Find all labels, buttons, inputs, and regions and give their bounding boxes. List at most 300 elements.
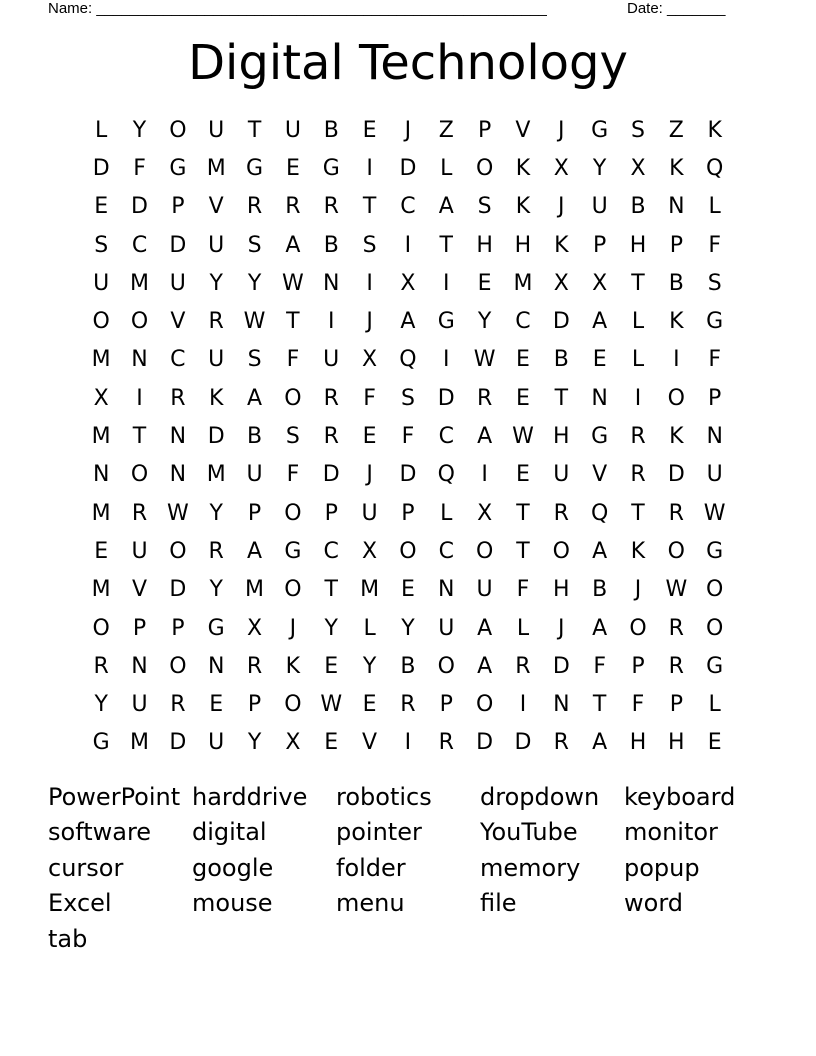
grid-letter: N xyxy=(706,424,723,450)
word-search-grid xyxy=(82,111,734,762)
grid-letter: D xyxy=(169,730,187,756)
grid-letter: D xyxy=(131,194,148,220)
grid-letter: K xyxy=(669,309,684,335)
grid-letter: H xyxy=(629,730,647,756)
grid-letter: E xyxy=(324,730,339,756)
grid-letter: U xyxy=(284,117,301,143)
grid-letter: O xyxy=(437,653,455,679)
grid-letter: N xyxy=(438,577,455,603)
grid-letter: O xyxy=(130,309,149,335)
grid-letter: X xyxy=(553,155,569,181)
grid-letter: N xyxy=(92,462,110,488)
grid-letter: K xyxy=(554,232,569,258)
grid-letter: A xyxy=(247,385,263,411)
word-list-item: monitor xyxy=(624,818,718,847)
grid-letter: C xyxy=(323,538,339,564)
grid-letter: K xyxy=(515,194,531,220)
grid-letter: Y xyxy=(247,730,262,756)
grid-letter: I xyxy=(366,270,373,296)
grid-letter: I xyxy=(519,692,527,718)
grid-letter: K xyxy=(669,155,684,181)
grid-letter: X xyxy=(285,730,301,756)
word-list-item: cursor xyxy=(48,853,124,882)
grid-letter: D xyxy=(399,155,417,181)
grid-letter: J xyxy=(558,117,565,143)
grid-letter: Z xyxy=(438,117,454,143)
grid-letter: T xyxy=(592,692,607,718)
grid-letter: R xyxy=(400,692,416,718)
grid-letter: J xyxy=(558,615,565,641)
grid-letter: U xyxy=(208,730,225,756)
grid-letter: A xyxy=(247,538,263,564)
grid-letter: Y xyxy=(247,270,262,296)
grid-letter: E xyxy=(592,347,607,373)
grid-letter: U xyxy=(553,462,570,488)
word-list-item: harddrive xyxy=(192,782,308,811)
grid-letter: R xyxy=(438,730,454,756)
grid-letter: E xyxy=(324,653,339,679)
grid-letter: N xyxy=(131,653,148,679)
grid-letter: R xyxy=(668,500,684,526)
grid-letter: Y xyxy=(94,692,108,718)
grid-letter: S xyxy=(94,232,109,258)
grid-letter: V xyxy=(362,730,378,756)
grid-letter: O xyxy=(92,615,110,641)
grid-letter: O xyxy=(399,538,417,564)
grid-letter: R xyxy=(476,385,493,411)
grid-letter: R xyxy=(170,385,186,411)
grid-letter: T xyxy=(132,424,147,450)
grid-letter: B xyxy=(400,653,416,679)
grid-letter: F xyxy=(286,347,300,373)
grid-letter: O xyxy=(706,615,724,641)
grid-letter: O xyxy=(667,385,685,411)
grid-letter: L xyxy=(440,155,453,181)
grid-letter: F xyxy=(708,232,721,258)
grid-letter: E xyxy=(516,462,530,488)
grid-letter: G xyxy=(169,155,187,181)
word-list-item: google xyxy=(192,853,274,882)
grid-letter: B xyxy=(323,232,339,258)
grid-letter: D xyxy=(552,653,570,679)
grid-letter: R xyxy=(246,653,263,679)
grid-letter: Y xyxy=(477,309,492,335)
grid-letter: P xyxy=(669,232,683,258)
grid-letter: T xyxy=(439,232,453,258)
grid-letter: B xyxy=(668,270,684,296)
grid-letter: Q xyxy=(706,155,724,181)
grid-letter: F xyxy=(593,653,606,679)
grid-letter: E xyxy=(362,424,377,450)
grid-letter: U xyxy=(476,577,493,603)
grid-letter: R xyxy=(553,730,569,756)
grid-letter: O xyxy=(475,538,494,564)
grid-letter: D xyxy=(322,462,340,488)
grid-letter: W xyxy=(665,577,688,603)
grid-letter: R xyxy=(323,424,339,450)
grid-letter: O xyxy=(475,692,494,718)
grid-letter: L xyxy=(363,615,376,641)
grid-letter: U xyxy=(131,692,148,718)
grid-letter: E xyxy=(285,155,300,181)
grid-letter: R xyxy=(170,692,186,718)
grid-letter: X xyxy=(362,347,378,373)
grid-letter: Y xyxy=(401,615,415,641)
grid-letter: O xyxy=(706,577,724,603)
grid-letter: A xyxy=(592,538,608,564)
grid-letter: P xyxy=(708,385,722,411)
grid-letter: R xyxy=(131,500,148,526)
grid-letter: T xyxy=(362,194,377,220)
grid-letter: M xyxy=(130,270,149,296)
grid-letter: V xyxy=(515,117,531,143)
word-list-item: file xyxy=(480,889,517,918)
grid-letter: G xyxy=(706,309,724,335)
grid-letter: I xyxy=(136,385,143,411)
grid-letter: O xyxy=(284,692,302,718)
grid-letter: D xyxy=(667,462,685,488)
grid-letter: S xyxy=(400,385,415,411)
grid-letter: P xyxy=(631,653,645,679)
grid-letter: T xyxy=(631,500,645,526)
grid-letter: X xyxy=(630,155,646,181)
grid-letter: R xyxy=(246,194,263,220)
grid-letter: X xyxy=(362,538,378,564)
grid-letter: P xyxy=(593,232,607,258)
grid-letter: E xyxy=(362,692,377,718)
grid-letter: C xyxy=(438,424,454,450)
word-list-item: menu xyxy=(336,889,405,918)
grid-letter: D xyxy=(207,424,225,450)
grid-letter: X xyxy=(247,615,263,641)
grid-letter: D xyxy=(476,730,494,756)
grid-letter: A xyxy=(285,232,301,258)
grid-letter: X xyxy=(592,270,608,296)
grid-letter: V xyxy=(592,462,608,488)
grid-letter: Y xyxy=(209,500,223,526)
grid-letter: M xyxy=(360,577,380,603)
grid-letter: S xyxy=(707,270,722,296)
grid-letter: S xyxy=(247,232,262,258)
grid-letter: P xyxy=(669,692,683,718)
grid-letter: E xyxy=(94,538,109,564)
grid-letter: D xyxy=(514,730,532,756)
word-list-item: tab xyxy=(48,924,88,953)
grid-letter: J xyxy=(366,462,373,488)
grid-letter: A xyxy=(592,615,608,641)
grid-letter: J xyxy=(558,194,565,220)
grid-letter: E xyxy=(516,385,530,411)
grid-letter: F xyxy=(286,462,300,488)
word-list-item: folder xyxy=(336,853,406,882)
grid-letter: O xyxy=(169,653,187,679)
grid-letter: I xyxy=(634,385,642,411)
grid-letter: A xyxy=(400,309,416,335)
grid-letter: Y xyxy=(362,653,377,679)
grid-letter: U xyxy=(361,500,378,526)
grid-letter: O xyxy=(169,538,187,564)
grid-letter: P xyxy=(171,194,185,220)
grid-letter: T xyxy=(516,538,530,564)
grid-letter: A xyxy=(477,424,493,450)
grid-letter: N xyxy=(553,692,570,718)
grid-letter: D xyxy=(399,462,417,488)
grid-letter: Q xyxy=(437,462,455,488)
grid-letter: H xyxy=(553,577,570,603)
grid-letter: R xyxy=(553,500,569,526)
grid-letter: G xyxy=(92,730,110,756)
grid-letter: A xyxy=(438,194,454,220)
grid-letter: O xyxy=(284,577,302,603)
grid-letter: I xyxy=(443,347,450,373)
grid-letter: S xyxy=(477,194,492,220)
grid-letter: C xyxy=(515,309,531,335)
grid-letter: L xyxy=(708,692,721,718)
grid-letter: U xyxy=(208,117,225,143)
grid-letter: R xyxy=(323,385,339,411)
grid-letter: G xyxy=(246,155,264,181)
grid-letter: F xyxy=(516,577,530,603)
grid-letter: O xyxy=(629,615,647,641)
grid-letter: U xyxy=(706,462,723,488)
grid-letter: T xyxy=(247,117,262,143)
grid-letter: R xyxy=(208,309,224,335)
grid-letter: F xyxy=(401,424,415,450)
grid-letter: R xyxy=(208,538,224,564)
grid-letter: N xyxy=(668,194,685,220)
grid-letter: O xyxy=(284,385,302,411)
grid-letter: N xyxy=(591,385,608,411)
grid-letter: S xyxy=(247,347,262,373)
grid-letter: E xyxy=(209,692,224,718)
grid-letter: U xyxy=(438,615,455,641)
grid-letter: U xyxy=(169,270,186,296)
word-list-item: YouTube xyxy=(480,818,578,847)
grid-letter: R xyxy=(668,653,684,679)
grid-letter: C xyxy=(131,232,148,258)
grid-letter: X xyxy=(553,270,569,296)
grid-letter: J xyxy=(366,309,373,335)
grid-letter: I xyxy=(673,347,680,373)
grid-letter: W xyxy=(166,500,189,526)
grid-letter: S xyxy=(285,424,300,450)
grid-letter: R xyxy=(630,462,646,488)
grid-letter: H xyxy=(553,424,570,450)
grid-letter: I xyxy=(443,270,450,296)
grid-letter: U xyxy=(208,347,225,373)
grid-letter: I xyxy=(404,730,412,756)
grid-letter: C xyxy=(170,347,186,373)
grid-letter: N xyxy=(323,270,340,296)
grid-letter: O xyxy=(92,309,110,335)
name-field-label: Name: ______________________________________________________ xyxy=(48,0,547,17)
grid-letter: D xyxy=(552,309,570,335)
grid-letter: M xyxy=(91,500,111,526)
grid-letter: R xyxy=(323,194,339,220)
grid-letter: C xyxy=(438,538,454,564)
grid-letter: F xyxy=(133,155,146,181)
grid-letter: T xyxy=(286,309,300,335)
word-list-item: popup xyxy=(624,853,700,882)
grid-letter: T xyxy=(324,577,338,603)
grid-letter: U xyxy=(591,194,608,220)
grid-letter: E xyxy=(400,577,415,603)
grid-letter: N xyxy=(207,653,225,679)
grid-letter: G xyxy=(207,615,225,641)
grid-letter: V xyxy=(131,577,148,603)
grid-letter: I xyxy=(481,462,488,488)
header xyxy=(48,0,748,18)
grid-letter: C xyxy=(400,194,416,220)
grid-letter: V xyxy=(208,194,224,220)
grid-letter: O xyxy=(552,538,570,564)
grid-letter: H xyxy=(629,232,647,258)
grid-letter: O xyxy=(284,500,302,526)
date-field-label: Date: _______ xyxy=(627,0,726,17)
grid-letter: Y xyxy=(592,155,607,181)
grid-letter: P xyxy=(477,117,492,143)
grid-letter: M xyxy=(130,730,149,756)
grid-letter: E xyxy=(516,347,530,373)
grid-letter: R xyxy=(668,615,684,641)
grid-letter: L xyxy=(708,194,721,220)
grid-letter: X xyxy=(400,270,416,296)
word-list-item: Excel xyxy=(48,889,112,918)
grid-letter: F xyxy=(363,385,376,411)
grid-letter: L xyxy=(631,309,645,335)
grid-letter: R xyxy=(515,653,531,679)
grid-letter: A xyxy=(477,653,493,679)
grid-letter: U xyxy=(93,270,110,296)
word-list-item: robotics xyxy=(336,782,432,811)
grid-letter: R xyxy=(630,424,646,450)
grid-letter: W xyxy=(473,347,496,373)
word-list-item: software xyxy=(48,818,152,847)
grid-letter: O xyxy=(130,462,149,488)
grid-letter: P xyxy=(171,615,185,641)
grid-letter: O xyxy=(475,155,494,181)
grid-letter: B xyxy=(630,194,646,220)
grid-letter: P xyxy=(247,500,262,526)
grid-letter: T xyxy=(631,270,645,296)
grid-letter: L xyxy=(440,500,453,526)
grid-letter: Q xyxy=(399,347,417,373)
word-list-item: keyboard xyxy=(624,782,736,811)
grid-letter: W xyxy=(282,270,304,296)
grid-letter: D xyxy=(169,232,187,258)
grid-letter: I xyxy=(327,309,335,335)
grid-letter: Y xyxy=(209,577,223,603)
grid-letter: V xyxy=(170,309,186,335)
grid-letter: K xyxy=(285,653,301,679)
grid-letter: Q xyxy=(590,500,609,526)
grid-letter: T xyxy=(516,500,530,526)
grid-letter: T xyxy=(554,385,569,411)
word-list-item: digital xyxy=(192,818,267,847)
grid-letter: S xyxy=(631,117,645,143)
grid-letter: E xyxy=(94,194,109,220)
grid-letter: M xyxy=(91,424,111,450)
grid-letter: M xyxy=(245,577,265,603)
grid-letter: D xyxy=(92,155,110,181)
grid-letter: J xyxy=(289,615,297,641)
grid-letter: L xyxy=(631,347,645,373)
grid-letter: M xyxy=(206,462,226,488)
grid-letter: W xyxy=(320,692,343,718)
grid-letter: X xyxy=(477,500,493,526)
grid-letter: G xyxy=(322,155,340,181)
grid-letter: D xyxy=(437,385,455,411)
grid-letter: G xyxy=(706,538,724,564)
grid-letter: R xyxy=(285,194,301,220)
word-list-item: word xyxy=(624,889,683,918)
grid-letter: J xyxy=(404,117,412,143)
grid-letter: M xyxy=(91,347,111,373)
grid-letter: P xyxy=(324,500,338,526)
grid-letter: O xyxy=(667,538,685,564)
grid-letter: N xyxy=(131,347,148,373)
grid-letter: U xyxy=(246,462,263,488)
grid-letter: E xyxy=(477,270,492,296)
grid-letter: W xyxy=(703,500,726,526)
grid-letter: A xyxy=(592,309,608,335)
word-list-item: pointer xyxy=(336,818,422,847)
grid-letter: I xyxy=(366,155,373,181)
grid-letter: G xyxy=(437,309,455,335)
grid-letter: F xyxy=(708,347,721,373)
grid-letter: A xyxy=(477,615,493,641)
grid-letter: M xyxy=(206,155,226,181)
word-list-item: dropdown xyxy=(480,782,600,811)
grid-letter: K xyxy=(669,424,684,450)
grid-letter: L xyxy=(516,615,530,641)
grid-letter: P xyxy=(132,615,147,641)
word-list xyxy=(48,779,778,957)
grid-letter: A xyxy=(592,730,608,756)
grid-letter: B xyxy=(323,117,339,143)
grid-letter: W xyxy=(512,424,534,450)
grid-letter: P xyxy=(247,692,262,718)
grid-letter: K xyxy=(515,155,531,181)
grid-letter: J xyxy=(634,577,642,603)
grid-letter: D xyxy=(169,577,187,603)
word-list-item: mouse xyxy=(192,889,273,918)
grid-letter: G xyxy=(706,653,724,679)
grid-letter: U xyxy=(131,538,148,564)
grid-letter: Y xyxy=(209,270,223,296)
grid-letter: B xyxy=(247,424,263,450)
grid-letter: I xyxy=(404,232,412,258)
grid-letter: K xyxy=(630,538,646,564)
grid-letter: P xyxy=(439,692,453,718)
grid-letter: R xyxy=(93,653,109,679)
grid-letter: L xyxy=(95,117,108,143)
word-list-item: PowerPoint xyxy=(48,782,181,811)
grid-letter: H xyxy=(514,232,532,258)
grid-letter: B xyxy=(592,577,608,603)
grid-letter: G xyxy=(591,424,609,450)
grid-letter: M xyxy=(513,270,533,296)
grid-letter: Y xyxy=(324,615,338,641)
grid-letter: B xyxy=(553,347,569,373)
grid-letter: K xyxy=(208,385,224,411)
word-list-item: memory xyxy=(480,853,581,882)
page-title: Digital Technology xyxy=(188,35,628,91)
grid-letter: O xyxy=(169,117,187,143)
grid-letter: G xyxy=(284,538,302,564)
grid-letter: E xyxy=(362,117,377,143)
grid-letter: N xyxy=(169,424,187,450)
